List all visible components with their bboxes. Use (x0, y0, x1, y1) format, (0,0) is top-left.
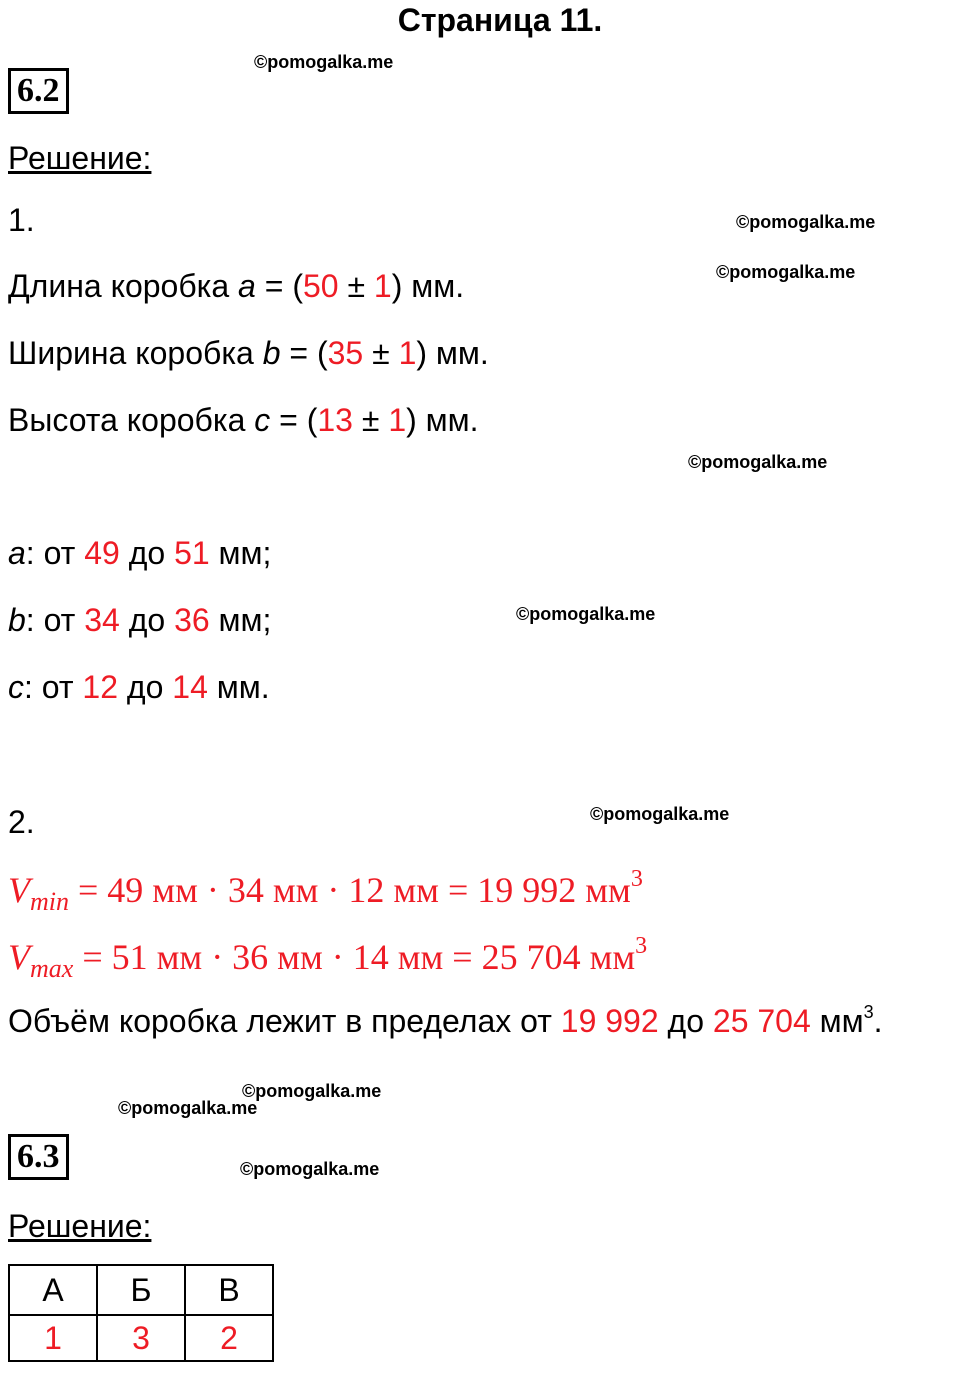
height-label: Высота коробка (8, 402, 246, 438)
height-line: Высота коробка c = (13 ± 1) мм. (8, 402, 479, 438)
cube-exponent: 3 (630, 866, 643, 892)
range-c-from: 12 (82, 669, 119, 705)
range-a-from: 49 (84, 535, 120, 571)
conclusion-unit: мм (810, 1003, 864, 1039)
range-unit: мм; (218, 535, 272, 571)
word-from: от (43, 602, 76, 638)
table-header-cell: Б (97, 1265, 185, 1315)
problem-number-6-3: 6.3 (8, 1134, 69, 1180)
watermark: ©pomogalka.me (240, 1159, 380, 1179)
page-title: Страница 11. (397, 2, 603, 38)
word-to: до (126, 669, 164, 705)
height-value: 13 (317, 402, 353, 438)
watermark: ©pomogalka.me (516, 604, 656, 624)
word-to: до (128, 535, 166, 571)
answer-table (8, 1264, 274, 1362)
width-line: Ширина коробка b = (35 ± 1) мм. (8, 335, 489, 371)
height-unit: мм. (425, 402, 479, 438)
length-line: Длина коробка a = (50 ± 1) мм. (8, 268, 465, 304)
range-b-from: 34 (84, 602, 120, 638)
word-to: до (128, 602, 166, 638)
range-unit: мм. (216, 669, 270, 705)
v-symbol: V (8, 937, 30, 977)
watermark: ©pomogalka.me (716, 262, 856, 282)
table-value-cell: 3 (97, 1315, 185, 1361)
watermark: ©pomogalka.me (254, 52, 394, 72)
conclusion-mid: до (658, 1003, 713, 1039)
vmax-expression: = 51 мм · 36 мм · 14 мм = 25 704 мм (73, 937, 636, 977)
solution-heading: Решение: (8, 1208, 152, 1244)
length-tolerance: 1 (373, 268, 392, 304)
variable-a: a (238, 268, 256, 304)
conclusion-min: 19 992 (560, 1003, 659, 1039)
vmax-formula (8, 933, 647, 984)
range-unit: мм; (218, 602, 272, 638)
v-symbol: V (8, 870, 30, 910)
length-value: 50 (302, 268, 339, 304)
range-a-to: 51 (174, 535, 210, 571)
vmin-formula (8, 866, 643, 917)
watermark: ©pomogalka.me (590, 804, 730, 824)
watermark: ©pomogalka.me (688, 452, 828, 472)
cube-exponent: 3 (635, 933, 648, 959)
problem-number-6-2: 6.2 (8, 68, 69, 114)
conclusion-line (8, 1002, 883, 1040)
length-label: Длина коробка (8, 268, 230, 304)
table-row (9, 1265, 273, 1315)
conclusion-max: 25 704 (712, 1003, 811, 1039)
table-header-cell: В (185, 1265, 273, 1315)
range-a-line: a: от 49 до 51 мм; (8, 535, 272, 571)
variable-b: b (262, 335, 281, 371)
conclusion-end: . (873, 1003, 883, 1039)
watermark: ©pomogalka.me (736, 212, 876, 232)
range-var: a (8, 535, 26, 571)
step-number: 1. (8, 202, 35, 238)
width-unit: мм. (435, 335, 489, 371)
width-value: 35 (327, 335, 364, 371)
range-b-line: b: от 34 до 36 мм; (8, 602, 272, 638)
table-value-cell: 1 (9, 1315, 97, 1361)
range-c-line: c: от 12 до 14 мм. (8, 669, 270, 705)
variable-c: c (254, 402, 271, 438)
table-value-cell: 2 (185, 1315, 273, 1361)
width-tolerance: 1 (398, 335, 417, 371)
height-tolerance: 1 (388, 402, 407, 438)
watermark: ©pomogalka.me (242, 1081, 382, 1101)
cube-exponent: 3 (863, 1002, 874, 1022)
width-label: Ширина коробка (8, 335, 254, 371)
watermark: ©pomogalka.me (118, 1098, 258, 1118)
range-c-to: 14 (172, 669, 208, 705)
solution-heading: Решение: (8, 140, 152, 176)
table-row (9, 1315, 273, 1361)
range-var: c (8, 669, 24, 705)
word-from: от (41, 669, 74, 705)
v-subscript: max (30, 954, 74, 983)
vmin-expression: = 49 мм · 34 мм · 12 мм = 19 992 мм (69, 870, 631, 910)
conclusion-text: Объём коробка лежит в пределах от (8, 1003, 561, 1039)
step-number: 2. (8, 804, 35, 840)
v-subscript: min (30, 887, 69, 916)
range-b-to: 36 (174, 602, 210, 638)
length-unit: мм. (411, 268, 465, 304)
word-from: от (43, 535, 76, 571)
range-var: b (8, 602, 26, 638)
table-header-cell: А (9, 1265, 97, 1315)
